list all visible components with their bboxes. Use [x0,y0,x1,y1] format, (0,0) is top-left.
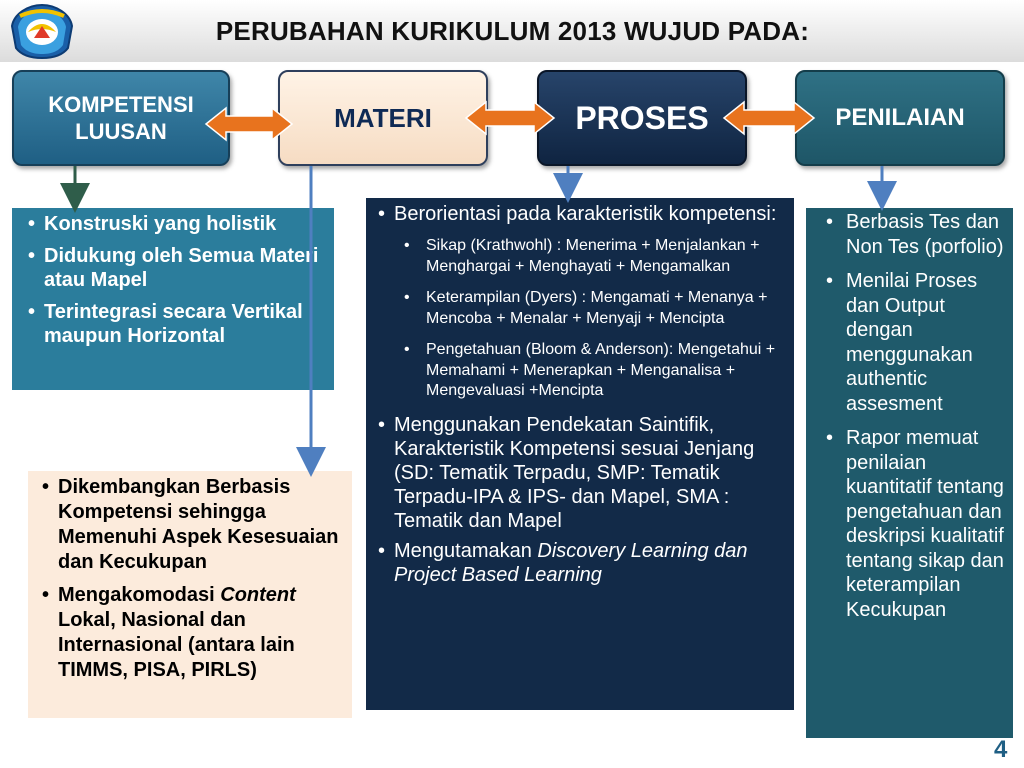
penilaian-box [795,70,1005,166]
materi-list [40,475,344,683]
kompetensi-title-line2: LUUSAN [75,119,167,144]
penilaian-item: • Menilai Proses dan Output dengan menggunakan authentic assesment [816,269,1007,416]
proses-item-text: Berorientasi pada karakteristik kompetensi: [394,203,777,225]
proses-item: • Menggunakan Pendekatan Saintifik, Karakteristik Kompetensi sesuai Jenjang (SD: Tematik Terpadu, SMP: Tematik Terpadu-IPA & IPS- dan Mapel, SMA : Tematik dan Mapel [376,413,784,533]
kompetensi-item: • Didukung oleh Semua Materi atau Mapel [26,244,324,292]
title-bar [0,0,1024,62]
kompetensi-item: • Terintegrasi secara Vertikal maupun Horizontal [26,300,324,348]
kompetensi-panel [12,208,334,390]
materi-item-text: Mengakomodasi [58,584,221,606]
proses-item [376,202,784,402]
page-title: PERUBAHAN KURIKULUM 2013 WUJUD PADA: [215,16,810,46]
penilaian-list [816,210,1007,622]
proses-item [376,539,784,587]
proses-subitem: • Pengetahuan (Bloom & Anderson): Mengetahui + Memahami + Menerapkan + Menganalisa + Mengevaluasi +Mencipta [400,340,784,402]
kompetensi-title-line1: KOMPETENSI [48,92,194,117]
kompetensi-list [26,212,324,348]
kompetensi-lulusan-box [12,70,230,166]
proses-title: PROSES [575,99,709,136]
proses-sublist [400,236,784,402]
materi-box [278,70,488,166]
proses-subitem: • Keterampilan (Dyers) : Mengamati + Menanya + Mencoba + Menalar + Menyaji + Mencipta [400,288,784,329]
proses-item-italic: Discovery Learning dan Project Based Learning [394,539,748,586]
penilaian-panel [806,208,1013,738]
proses-list [376,202,784,587]
penilaian-title: PENILAIAN [835,104,965,131]
materi-item-italic: Content [220,584,296,606]
penilaian-item: • Rapor memuat penilaian kuantitatif tentang pengetahuan dan deskripsi kualitatif tentang sikap dan keterampilan Kecukupan [816,426,1007,622]
proses-subitem: • Sikap (Krathwohl) : Menerima + Menjalankan + Menghargai + Menghayati + Mengamalkan [400,236,784,277]
page-number: 4 [994,736,1008,763]
kompetensi-item: • Konstruski yang holistik [26,212,324,236]
tut-wuri-handayani-logo-icon [6,2,78,60]
proses-item-text: Mengutamakan [394,539,538,562]
materi-panel [28,471,352,718]
materi-item-text: Lokal, Nasional dan Internasional (antara lain TIMMS, PISA, PIRLS) [58,609,295,681]
penilaian-item: • Berbasis Tes dan Non Tes (porfolio) [816,210,1007,259]
proses-box [537,70,747,166]
materi-item [40,583,344,683]
proses-panel [366,198,794,710]
materi-title: MATERI [334,102,432,133]
materi-item: • Dikembangkan Berbasis Kompetensi sehingga Memenuhi Aspek Kesesuaian dan Kecukupan [40,475,344,575]
